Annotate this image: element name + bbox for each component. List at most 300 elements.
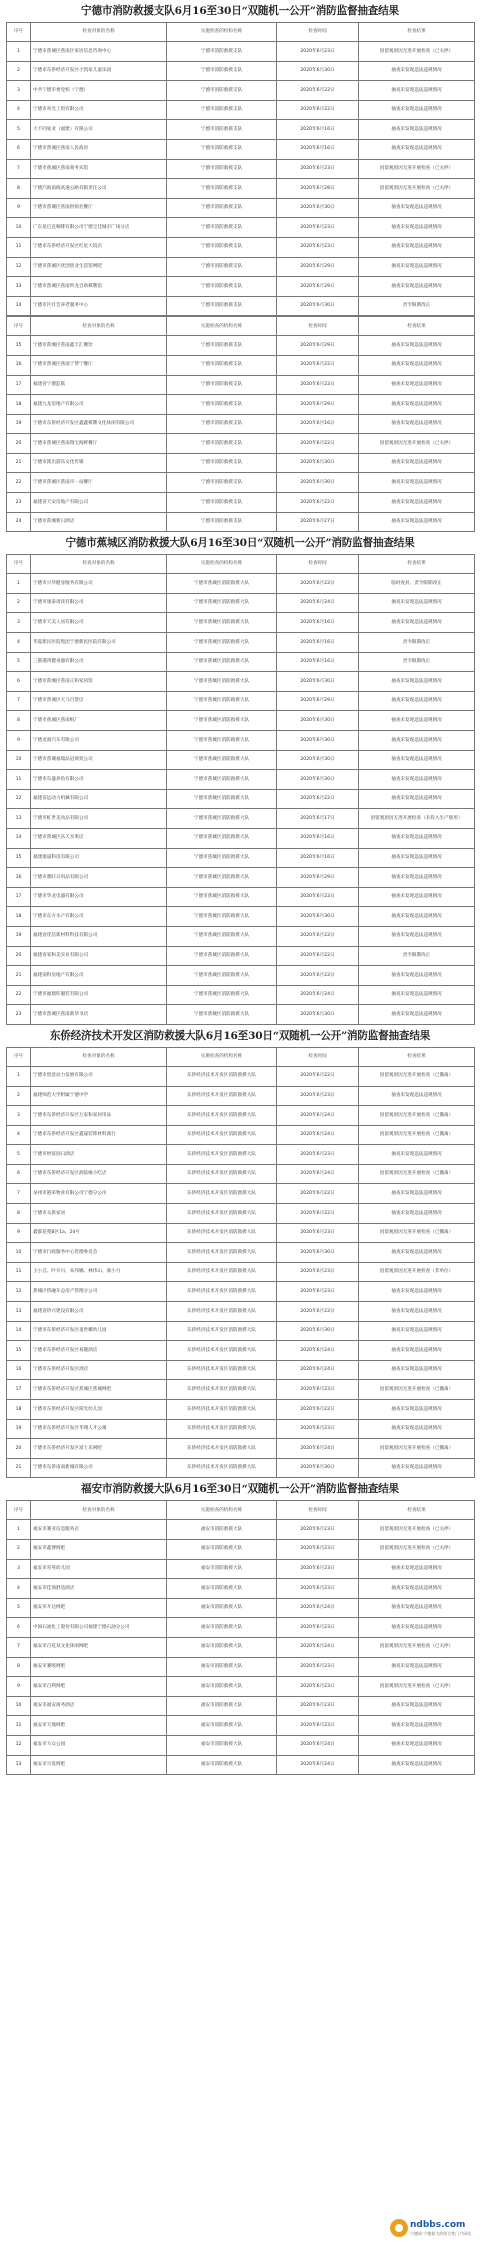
table-row — [7, 296, 475, 316]
cell-index: 21 — [7, 966, 31, 986]
cell-result: 因留观原因无进开展检查（已关停） — [359, 1637, 475, 1657]
cell-result: 抽查未发现违法违规情况 — [359, 907, 475, 927]
table-row — [7, 1419, 475, 1439]
table-row — [7, 1400, 475, 1420]
table-row — [7, 809, 475, 829]
cell-name: 宁德市东侨经济开发区万家和家居用品 — [31, 1106, 167, 1126]
table-row — [7, 1204, 475, 1224]
cell-index: 13 — [7, 277, 31, 297]
cell-index: 2 — [7, 593, 31, 613]
cell-result: 抽查未发现违法违规情况 — [359, 100, 475, 120]
table-row — [7, 120, 475, 140]
table-row — [7, 179, 475, 199]
cell-date: 2020年6月30日 — [277, 296, 359, 316]
cell-agency: 东侨经济技术开发区消防救援大队 — [167, 1419, 277, 1439]
table-row — [7, 887, 475, 907]
cell-result: 因留观原因无进开展检查（已关停） — [359, 434, 475, 454]
cell-index: 8 — [7, 711, 31, 731]
section-title: 宁德市消防救援支队6月16至30日“双随机一公开”消防监督抽查结果 — [81, 5, 399, 17]
cell-date: 2020年6月23日 — [277, 1262, 359, 1282]
table-row — [7, 1559, 475, 1579]
cell-agency: 宁德市蕉城区消防救援大队 — [167, 848, 277, 868]
cell-date: 2020年6月24日 — [277, 1341, 359, 1361]
cell-agency: 东侨经济技术开发区消防救援大队 — [167, 1302, 277, 1322]
cell-index: 3 — [7, 1106, 31, 1126]
cell-index: 2 — [7, 1086, 31, 1106]
cell-date: 2020年6月17日 — [277, 809, 359, 829]
cell-date: 2020年6月16日 — [277, 652, 359, 672]
cell-result: 抽查未发现违法违规情况 — [359, 493, 475, 513]
section-2 — [6, 532, 474, 1025]
cell-date: 2020年6月30日 — [277, 907, 359, 927]
cell-agency: 宁德市蕉城区消防救援大队 — [167, 770, 277, 790]
table-row — [7, 237, 475, 257]
cell-date: 2020年6月29日 — [277, 336, 359, 356]
cell-index: 7 — [7, 159, 31, 179]
cell-index: 3 — [7, 81, 31, 101]
cell-result: 抽查未发现违法违规情况 — [359, 1618, 475, 1638]
results-table — [6, 316, 475, 532]
cell-name: 宁德市蕉城区乐天水果店 — [31, 828, 167, 848]
cell-agency: 东侨经济技术开发区消防救援大队 — [167, 1145, 277, 1165]
cell-name: 中国石油化工股份有限公司福建宁德石油分公司 — [31, 1618, 167, 1638]
cell-index: 17 — [7, 887, 31, 907]
cell-result: 抽查未发现违法违规情况 — [359, 691, 475, 711]
table-row — [7, 512, 475, 532]
header-result: 检查结果 — [359, 23, 475, 42]
cell-index: 20 — [7, 1439, 31, 1459]
cell-date: 2020年6月16日 — [277, 139, 359, 159]
cell-result: 因留观原因无进开展检查（已关停） — [359, 179, 475, 199]
cell-date: 2020年6月23日 — [277, 1716, 359, 1736]
cell-name: 宁德市东侨经济开发区鑫晟装饰材料商行 — [31, 1125, 167, 1145]
cell-index: 7 — [7, 1637, 31, 1657]
cell-index: 6 — [7, 139, 31, 159]
cell-result: 抽查未发现违法违规情况 — [359, 887, 475, 907]
cell-date: 2020年6月23日 — [277, 1539, 359, 1559]
cell-index: 18 — [7, 1400, 31, 1420]
cell-date: 2020年6月28日 — [277, 179, 359, 199]
cell-result: 抽查未发现违法违规情况 — [359, 1145, 475, 1165]
table-row — [7, 1637, 475, 1657]
cell-date: 2020年6月22日 — [277, 1400, 359, 1420]
header-result: 检查结果 — [359, 1047, 475, 1066]
cell-date: 2020年6月22日 — [277, 1302, 359, 1322]
cell-name: 宁德市东侨南南新城有限公司 — [31, 1458, 167, 1478]
cell-result: 抽查未发现违法违规情况 — [359, 257, 475, 277]
table-row — [7, 652, 475, 672]
cell-result: 抽查未发现违法违规情况 — [359, 770, 475, 790]
cell-result: 抽查未发现违法违规情况 — [359, 672, 475, 692]
table-row — [7, 1360, 475, 1380]
cell-name: 宁德市东侨经济开发区华翔人才公寓 — [31, 1419, 167, 1439]
cell-index: 16 — [7, 355, 31, 375]
cell-name: 宁德市华龙电器有限公司 — [31, 887, 167, 907]
table-row — [7, 672, 475, 692]
cell-result: 抽查未发现违法违规情况 — [359, 1341, 475, 1361]
table-row — [7, 574, 475, 594]
cell-name: 鑫都花苑B区1a、24号 — [31, 1223, 167, 1243]
cell-date: 2020年6月24日 — [277, 1637, 359, 1657]
cell-result: 抽查未发现违法违规情况 — [359, 473, 475, 493]
cell-name: 福安市赛亚信息服务店 — [31, 1520, 167, 1540]
table-row — [7, 848, 475, 868]
cell-agency: 宁德市消防救援支队 — [167, 100, 277, 120]
cell-name: 宁德市蕉城区蕉南市一站餐厅 — [31, 473, 167, 493]
cell-name: 宁德龙驹汽车有限公司 — [31, 731, 167, 751]
cell-name: 宁德市东侨经济开发区易趣酒店 — [31, 1341, 167, 1361]
cell-date: 2020年6月16日 — [277, 633, 359, 653]
header-agency: 实施检查的机构名称 — [167, 1501, 277, 1520]
cell-agency: 宁德市消防救援支队 — [167, 473, 277, 493]
cell-agency: 东侨经济技术开发区消防救援大队 — [167, 1400, 277, 1420]
cell-result: 抽查未发现违法违规情况 — [359, 1400, 475, 1420]
cell-agency: 宁德市消防救援支队 — [167, 159, 277, 179]
cell-name: 宁德市东侨经济开发区鑫鑫棋牌文化休闲有限公司 — [31, 414, 167, 434]
cell-name: 宁德市东侨经济开发区小凯家儿童乐园 — [31, 61, 167, 81]
cell-date: 2020年6月23日 — [277, 1223, 359, 1243]
cell-result: 抽查未发现违法违规情况 — [359, 81, 475, 101]
cell-name: 宁德市蕉城区蕉南区家居信息咨询中心 — [31, 42, 167, 62]
cell-agency: 东侨经济技术开发区消防救援大队 — [167, 1086, 277, 1106]
cell-name: 宁德市蕉城区蕉南宁帮宁餐厅 — [31, 355, 167, 375]
table-row — [7, 691, 475, 711]
cell-index: 13 — [7, 809, 31, 829]
table-row — [7, 1005, 475, 1025]
cell-agency: 宁德市消防救援支队 — [167, 493, 277, 513]
cell-date: 2020年6月29日 — [277, 691, 359, 711]
cell-agency: 宁德市蕉城区消防救援大队 — [167, 1005, 277, 1025]
cell-agency: 福安市消防救援大队 — [167, 1755, 277, 1775]
cell-agency: 福安市消防救援大队 — [167, 1520, 277, 1540]
cell-date: 2020年6月23日 — [277, 1145, 359, 1165]
cell-name: 泉州市港莱物业有限公司宁德分公司 — [31, 1184, 167, 1204]
cell-agency: 东侨经济技术开发区消防救援大队 — [167, 1282, 277, 1302]
cell-agency: 宁德市蕉城区消防救援大队 — [167, 633, 277, 653]
cell-date: 2020年6月24日 — [277, 1360, 359, 1380]
cell-agency: 宁德市消防救援支队 — [167, 434, 277, 454]
table-row — [7, 1262, 475, 1282]
cell-index: 17 — [7, 1380, 31, 1400]
cell-index: 2 — [7, 1539, 31, 1559]
cell-result: 抽查未发现违法违规情况 — [359, 750, 475, 770]
cell-date: 2020年6月23日 — [277, 1657, 359, 1677]
cell-name: 福安市赛岐网吧 — [31, 1657, 167, 1677]
cell-date: 2020年6月24日 — [277, 1735, 359, 1755]
cell-date: 2020年6月23日 — [277, 159, 359, 179]
table-row — [7, 1520, 475, 1540]
cell-index: 6 — [7, 1618, 31, 1638]
table-row — [7, 907, 475, 927]
cell-date: 2020年6月30日 — [277, 770, 359, 790]
cell-agency: 宁德市消防救援支队 — [167, 375, 277, 395]
cell-agency: 宁德市消防救援支队 — [167, 218, 277, 238]
cell-date: 2020年6月22日 — [277, 789, 359, 809]
cell-date: 2020年6月24日 — [277, 1439, 359, 1459]
table-row — [7, 1735, 475, 1755]
cell-agency: 宁德市蕉城区消防救援大队 — [167, 652, 277, 672]
cell-agency: 东侨经济技术开发区消防救援大队 — [167, 1204, 277, 1224]
table-row — [7, 81, 475, 101]
cell-result: 抽查未发现违法违规情况 — [359, 1321, 475, 1341]
cell-index: 22 — [7, 473, 31, 493]
section-0 — [6, 0, 474, 316]
cell-date: 2020年6月16日 — [277, 414, 359, 434]
cell-result: 抽查未发现违法违规情况 — [359, 731, 475, 751]
header-index: 序号 — [7, 317, 31, 336]
cell-index: 11 — [7, 1262, 31, 1282]
table-row — [7, 395, 475, 415]
header-result: 检查结果 — [359, 317, 475, 336]
cell-name: 宁德市东方水产有限公司 — [31, 907, 167, 927]
cell-date: 2020年6月22日 — [277, 1204, 359, 1224]
cell-name: 宁德市蕉城福瑞品冠商贸公司 — [31, 750, 167, 770]
cell-date: 2020年6月24日 — [277, 1164, 359, 1184]
table-row — [7, 198, 475, 218]
results-table — [6, 1047, 475, 1478]
table-row — [7, 257, 475, 277]
cell-result: 因留观原因无进开展检查（已搬离） — [359, 1223, 475, 1243]
cell-date: 2020年6月22日 — [277, 434, 359, 454]
cell-result: 抽查未发现违法违规情况 — [359, 414, 475, 434]
table-row — [7, 828, 475, 848]
cell-result: 抽查未发现违法违规情况 — [359, 277, 475, 297]
cell-result: 抽查未发现违法违规情况 — [359, 336, 475, 356]
cell-index: 6 — [7, 672, 31, 692]
cell-name: 宁德市蕉城区天马百货店 — [31, 691, 167, 711]
header-name: 检查对象的名称 — [31, 555, 167, 574]
cell-index: 15 — [7, 1341, 31, 1361]
cell-agency: 宁德市蕉城区消防救援大队 — [167, 985, 277, 1005]
cell-name: 福安市育英幼儿园 — [31, 1559, 167, 1579]
cell-name: 蕉城区侨融车总房产管理分公司 — [31, 1282, 167, 1302]
cell-name: 福建省优信新材料科技有限公司 — [31, 926, 167, 946]
cell-name: 宁德市东侨经济开发区童世嘟幼儿园 — [31, 1321, 167, 1341]
cell-name: 宁德市东盛养鱼有限公司 — [31, 770, 167, 790]
cell-agency: 福安市消防救援大队 — [167, 1735, 277, 1755]
cell-name: 宁德市蕉城区优创创业生活馆网吧 — [31, 257, 167, 277]
section-1 — [6, 316, 474, 532]
cell-index: 12 — [7, 789, 31, 809]
cell-name: 宁德市天美人居有限公司 — [31, 613, 167, 633]
header-result: 检查结果 — [359, 1501, 475, 1520]
table-row — [7, 868, 475, 888]
cell-date: 2020年6月30日 — [277, 750, 359, 770]
cell-index: 5 — [7, 1145, 31, 1165]
table-row — [7, 1243, 475, 1263]
cell-agency: 宁德市消防救援支队 — [167, 257, 277, 277]
cell-date: 2020年6月30日 — [277, 473, 359, 493]
cell-name: 宁德市蕉城新日酒店 — [31, 512, 167, 532]
cell-date: 2020年6月22日 — [277, 375, 359, 395]
cell-index: 21 — [7, 1458, 31, 1478]
cell-index: 9 — [7, 1677, 31, 1697]
table-row — [7, 414, 475, 434]
cell-agency: 宁德市消防救援支队 — [167, 81, 277, 101]
cell-result: 抽查未发现违法违规情况 — [359, 1458, 475, 1478]
header-index: 序号 — [7, 1501, 31, 1520]
header-row — [7, 1047, 475, 1066]
cell-name: 王小芸、叶开川、朱伟娜、林伟山、康小月 — [31, 1262, 167, 1282]
header-row — [7, 555, 475, 574]
cell-index: 13 — [7, 1302, 31, 1322]
results-table — [6, 22, 475, 316]
watermark-logo-icon — [390, 2219, 408, 2237]
cell-index: 8 — [7, 1204, 31, 1224]
cell-date: 2020年6月23日 — [277, 1419, 359, 1439]
cell-date: 2020年6月23日 — [277, 1618, 359, 1638]
cell-date: 2020年6月16日 — [277, 613, 359, 633]
header-date: 检查时间 — [277, 555, 359, 574]
cell-agency: 宁德市蕉城区消防救援大队 — [167, 946, 277, 966]
table-row — [7, 336, 475, 356]
table-row — [7, 1380, 475, 1400]
header-date: 检查时间 — [277, 1047, 359, 1066]
cell-agency: 宁德市消防救援支队 — [167, 179, 277, 199]
table-row — [7, 1184, 475, 1204]
cell-date: 2020年6月24日 — [277, 1106, 359, 1126]
table-row — [7, 946, 475, 966]
cell-date: 2020年6月16日 — [277, 828, 359, 848]
table-row — [7, 1618, 475, 1638]
cell-agency: 宁德市消防救援支队 — [167, 42, 277, 62]
cell-name: 宁德市东侨经济开发区润依缘小吃店 — [31, 1164, 167, 1184]
cell-date: 2020年6月30日 — [277, 672, 359, 692]
table-row — [7, 1657, 475, 1677]
watermark-subtitle: 宁德网 宁德最大的综合性门户网站 — [410, 2231, 472, 2236]
cell-index: 7 — [7, 1184, 31, 1204]
cell-agency: 宁德市消防救援支队 — [167, 512, 277, 532]
cell-agency: 福安市消防救援大队 — [167, 1677, 277, 1697]
cell-result: 抽查未发现违法违规情况 — [359, 237, 475, 257]
cell-result: 因留观原因无进开展检查（已搬离） — [359, 1066, 475, 1086]
cell-result: 因留观原因无进开展检查（已关停） — [359, 159, 475, 179]
table-row — [7, 277, 475, 297]
cell-index: 10 — [7, 218, 31, 238]
cell-name: 宁德市虹世美食品有限公司 — [31, 809, 167, 829]
cell-name: 福安市百花双文化休闲网吧 — [31, 1637, 167, 1657]
cell-name: 宁德市派出游乐文化传媒 — [31, 453, 167, 473]
cell-index: 5 — [7, 652, 31, 672]
table-row — [7, 1321, 475, 1341]
cell-result: 抽查未发现违法违规情况 — [359, 711, 475, 731]
cell-agency: 东侨经济技术开发区消防救援大队 — [167, 1164, 277, 1184]
watermark — [388, 2216, 474, 2240]
cell-result: 抽查未发现违法违规情况 — [359, 355, 475, 375]
section-4 — [6, 1478, 474, 1775]
cell-agency: 福安市消防救援大队 — [167, 1539, 277, 1559]
cell-date: 2020年6月16日 — [277, 848, 359, 868]
cell-index: 3 — [7, 613, 31, 633]
cell-result: 抽查未发现违法违规情况 — [359, 966, 475, 986]
cell-index: 17 — [7, 375, 31, 395]
cell-index: 12 — [7, 1735, 31, 1755]
header-agency: 实施检查的机构名称 — [167, 1047, 277, 1066]
cell-name: 福建康晟科技有限公司 — [31, 848, 167, 868]
cell-result: 因留观原因无进开展检查（未投入生产使用） — [359, 809, 475, 829]
cell-index: 15 — [7, 848, 31, 868]
cell-index: 16 — [7, 868, 31, 888]
cell-name: 福建南科房地产有限公司 — [31, 966, 167, 986]
cell-name: 宁德市蕉城区蕉南正和家居馆 — [31, 672, 167, 692]
cell-index: 19 — [7, 1419, 31, 1439]
cell-agency: 东侨经济技术开发区消防救援大队 — [167, 1106, 277, 1126]
header-row — [7, 23, 475, 42]
cell-index: 15 — [7, 336, 31, 356]
watermark-brand: ndbbs.com — [410, 2220, 466, 2230]
cell-agency: 东侨经济技术开发区消防救援大队 — [167, 1066, 277, 1086]
cell-agency: 福安市消防救援大队 — [167, 1637, 277, 1657]
cell-result: 因留观原因无进开展检查（已关停） — [359, 1520, 475, 1540]
table-row — [7, 139, 475, 159]
table-row — [7, 926, 475, 946]
cell-result: 抽查未发现违法违规情况 — [359, 453, 475, 473]
cell-index: 2 — [7, 61, 31, 81]
cell-index: 6 — [7, 1164, 31, 1184]
cell-agency: 东侨经济技术开发区消防救援大队 — [167, 1262, 277, 1282]
cell-index: 1 — [7, 1066, 31, 1086]
cell-index: 21 — [7, 453, 31, 473]
cell-agency: 宁德市消防救援支队 — [167, 296, 277, 316]
cell-index: 4 — [7, 1125, 31, 1145]
table-row — [7, 613, 475, 633]
table-row — [7, 1696, 475, 1716]
cell-date: 2020年6月16日 — [277, 120, 359, 140]
cell-date: 2020年6月24日 — [277, 1598, 359, 1618]
table-row — [7, 750, 475, 770]
cell-date: 2020年6月27日 — [277, 512, 359, 532]
table-row — [7, 473, 475, 493]
cell-date: 2020年6月30日 — [277, 1458, 359, 1478]
cell-index: 18 — [7, 395, 31, 415]
cell-index: 14 — [7, 828, 31, 848]
cell-name: 宁德市东侨经济开发区富士乐网吧 — [31, 1439, 167, 1459]
cell-agency: 宁德市消防救援支队 — [167, 277, 277, 297]
header-name: 检查对象的名称 — [31, 1501, 167, 1520]
cell-date: 2020年6月24日 — [277, 985, 359, 1005]
cell-name: 福安市天地网吧 — [31, 1716, 167, 1736]
cell-date: 2020年6月23日 — [277, 237, 359, 257]
cell-date: 2020年6月30日 — [277, 453, 359, 473]
cell-date: 2020年6月24日 — [277, 593, 359, 613]
cell-result: 因留观原因无进开展检查（已搬离） — [359, 1125, 475, 1145]
cell-index: 10 — [7, 750, 31, 770]
cell-date: 2020年6月22日 — [277, 493, 359, 513]
table-row — [7, 1066, 475, 1086]
cell-agency: 福安市消防救援大队 — [167, 1716, 277, 1736]
cell-date: 2020年6月23日 — [277, 1579, 359, 1599]
cell-name: 宁德市蕉城区蕉南鑫丰汇餐饮 — [31, 336, 167, 356]
cell-agency: 宁德市蕉城区消防救援大队 — [167, 750, 277, 770]
cell-result: 抽查未发现违法违规情况 — [359, 1086, 475, 1106]
cell-agency: 宁德市消防救援支队 — [167, 395, 277, 415]
cell-result: 抽查未发现违法违规情况 — [359, 1696, 475, 1716]
cell-agency: 宁德市消防救援支队 — [167, 198, 277, 218]
cell-index: 1 — [7, 574, 31, 594]
cell-agency: 宁德市蕉城区消防救援大队 — [167, 907, 277, 927]
cell-date: 2020年6月23日 — [277, 1520, 359, 1540]
cell-result: 抽查未发现违法违规情况 — [359, 198, 475, 218]
cell-name: 宁德市财富园日酒店 — [31, 1145, 167, 1165]
cell-date: 2020年6月22日 — [277, 966, 359, 986]
table-row — [7, 1458, 475, 1478]
header-date: 检查时间 — [277, 317, 359, 336]
table-row — [7, 711, 475, 731]
table-row — [7, 789, 475, 809]
cell-name: 福建省侨兴建设有限公司 — [31, 1302, 167, 1322]
header-agency: 实施检查的机构名称 — [167, 317, 277, 336]
table-row — [7, 1223, 475, 1243]
